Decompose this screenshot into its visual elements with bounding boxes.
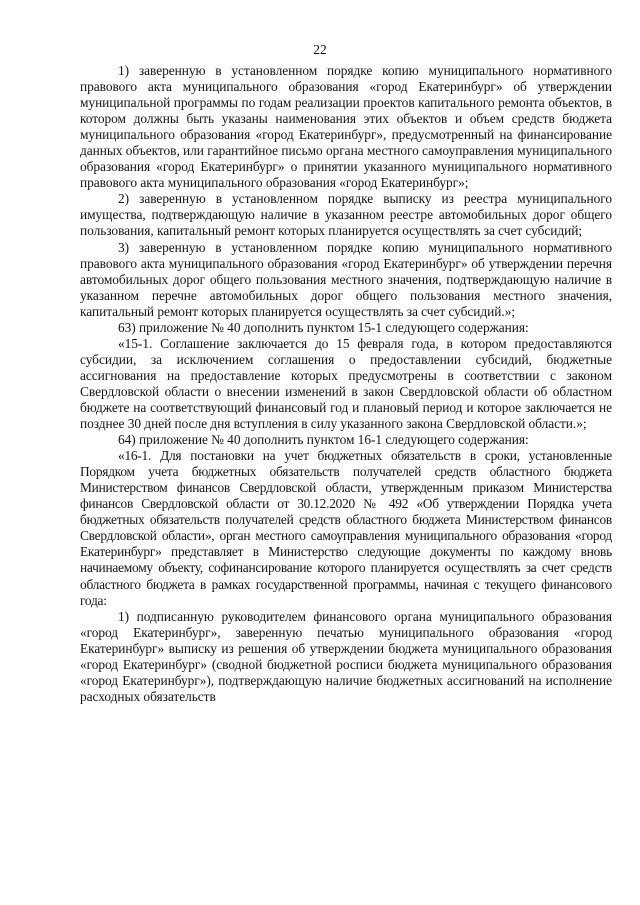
paragraph-amendment-64: 64) приложение № 40 дополнить пунктом 16-1 следующего содержания:	[118, 432, 529, 448]
paragraph-amendment-63: 63) приложение № 40 дополнить пунктом 15-1 следующего содержания:	[118, 319, 529, 335]
page-number: 22	[313, 42, 327, 57]
paragraph-clause-16-1: «16-1. Для постановки на учет бюджетных обязательств в сроки, установленные Порядком учета бюджетных обязательств получателей средств областного бюджета Министерством финансов Свердловской области, утвержденным приказом Министерства финансов Свердловской области от 30.12.2020 № 492 «Об утверждении Порядка учета бюджетных обязательств получателей средств областного бюджета Министерством финансов Свердловской области», орган местного самоуправления муниципального образования «город Екатеринбург» представляет в Министерство следующие документы по каждому вновь начинаемому объекту, софинансирование которого планируется осуществлять за счет средств областного бюджета в рамках государственной программы, начиная с текущего финансового года:	[80, 448, 612, 608]
paragraph-item-1: 1) заверенную в установленном порядке копию муниципального нормативного правового акта муниципального образования «город Екатеринбург» об утверждении муниципальной программы по годам реализации проектов капитального ремонта объектов, в котором должны быть указаны наименования этих объектов и объем средств бюджета муниципального образования «город Екатеринбург», предусмотренный на финансирование данных объектов, или гарантийное письмо органа местного самоуправления муниципального образования «город Екатеринбург» о принятии указанного муниципального нормативного правового акта муниципального образования «город Екатеринбург»;	[80, 63, 612, 191]
paragraph-subitem-1: 1) подписанную руководителем финансового органа муниципального образования «город Екатеринбург», заверенную печатью муниципального образования «город Екатеринбург» выписку из решения об утверждении бюджета муниципального образования «город Екатеринбург» (сводной бюджетной росписи бюджета муниципального образования «город Екатеринбург»), подтверждающую наличие бюджетных ассигнований на исполнение расходных обязательств	[80, 608, 612, 704]
paragraph-item-2: 2) заверенную в установленном порядке выписку из реестра муниципального имущества, подтверждающую наличие в указанном реестре автомобильных дорог общего пользования, капитальный ремонт которых планируется осуществлять за счет субсидий;	[80, 191, 612, 239]
paragraph-clause-15-1: «15-1. Соглашение заключается до 15 февраля года, в котором предоставляются субсидии, за исключением соглашения о предоставлении субсидий, бюджетные ассигнования на предоставление которых предусмотрены в соответствии с законом Свердловской области о внесении изменений в закон Свердловской области об областном бюджете на соответствующий финансовый год и плановый период и которое заключается не позднее 30 дней после дня вступления в силу указанного закона Свердловской области.»;	[80, 335, 612, 432]
paragraph-item-3: 3) заверенную в установленном порядке копию муниципального нормативного правового акта муниципального образования «город Екатеринбург» об утверждении перечня автомобильных дорог общего пользования местного значения, подтверждающую наличие в указанном перечне автомобильных дорог общего пользования местного значения, капитальный ремонт которых планируется осуществлять за счет субсидий.»;	[80, 239, 612, 319]
document-body	[80, 63, 612, 705]
